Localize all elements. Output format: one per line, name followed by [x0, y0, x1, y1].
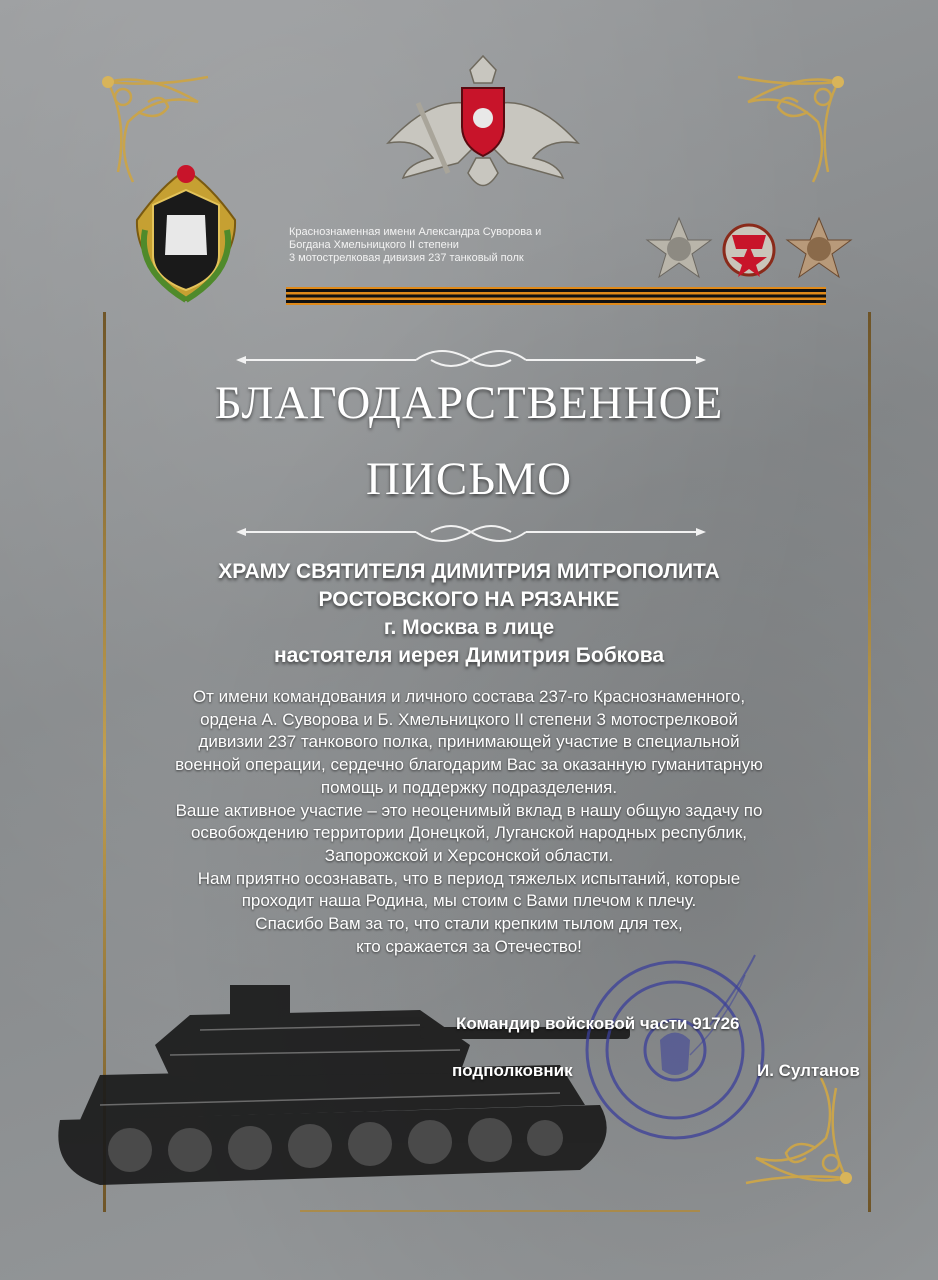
recipient-line: РОСТОВСКОГО НА РЯЗАНКЕ	[318, 588, 620, 611]
body-line: От имени командования и личного состава 237-го Краснознаменного,	[192, 687, 746, 706]
ministry-eagle-emblem-icon	[378, 48, 588, 208]
stamp-icon	[580, 945, 770, 1145]
corner-ornament-top-right	[728, 62, 858, 192]
order-khmelnitsky-icon	[787, 218, 851, 277]
ornament-divider-bottom	[236, 512, 706, 552]
body-line: Нам приятно осознавать, что в период тяжелых испытаний, которые	[197, 868, 741, 888]
title-line-1: БЛАГОДАРСТВЕННОЕ	[214, 377, 724, 429]
commander-name: И. Султанов	[757, 1061, 860, 1080]
recipient-line: настоятеля иерея Димитрия Бобкова	[273, 644, 665, 667]
body-line: Спасибо Вам за то, что стали крепким тылом для тех,	[255, 914, 683, 934]
body-line: военной операции, сердечно благодарим Вас за оказанную гуманитарную	[175, 755, 763, 775]
body-line: дивизии 237 танкового полка, принимающей участие в специальной	[198, 732, 740, 752]
recipient-block	[100, 558, 838, 670]
body-line: помощь и поддержку подразделения.	[320, 777, 618, 797]
tank-icon	[40, 955, 640, 1215]
letter-body	[100, 686, 838, 958]
orders-group	[644, 215, 854, 285]
unit-name-text	[289, 226, 609, 265]
commander-rank: подполковник	[452, 1061, 573, 1080]
unit-line: Богдана Хмельницкого II степени	[289, 239, 459, 251]
recipient-line: ХРАМУ СВЯТИТЕЛЯ ДИМИТРИЯ МИТРОПОЛИТА	[218, 560, 720, 583]
body-line: ордена А. Суворова и Б. Хмельницкого II степени 3 мотострелковой	[200, 709, 738, 729]
unit-line: 3 мотострелковая дивизия 237 танковый полк	[289, 252, 524, 264]
title-line-2: ПИСЬМО	[365, 453, 573, 505]
unit-line: Краснознаменная имени Александра Суворова и	[289, 226, 542, 238]
recipient-line: г. Москва в лице	[383, 616, 555, 639]
st-george-ribbon-icon	[286, 287, 826, 305]
right-gold-line	[868, 312, 871, 1212]
division-emblem-icon	[127, 160, 245, 308]
order-red-banner-icon	[724, 225, 774, 277]
body-line: кто сражается за Отечество!	[356, 936, 582, 956]
order-suvorov-icon	[647, 218, 711, 277]
ornament-divider-top	[236, 340, 706, 380]
body-line: Ваше активное участие – это неоценимый вклад в нашу общую задачу по	[175, 800, 763, 820]
body-line: проходит наша Родина, мы стоим с Вами плечом к плечу.	[241, 891, 697, 911]
body-line: Запорожской и Херсонской области.	[324, 845, 614, 865]
commander-position: Командир войсковой части 91726	[456, 1014, 740, 1033]
body-line: освобождению территории Донецкой, Луганской народных республик,	[190, 823, 748, 843]
